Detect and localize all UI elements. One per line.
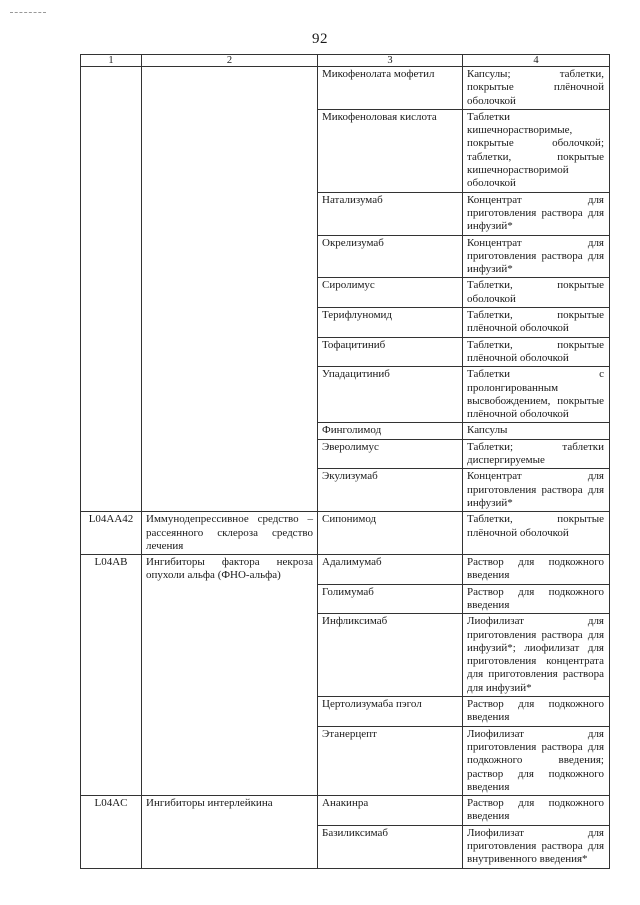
atc-code-cell: L04AA42	[81, 512, 142, 555]
drug-table	[80, 54, 610, 869]
table-row	[81, 512, 610, 555]
dosage-form-cell: Таблетки, покрытые оболочкой	[463, 278, 610, 308]
drug-name-cell: Цертолизумаба пэгол	[318, 697, 463, 727]
group-name-cell: Ингибиторы фактора некроза опухоли альфа (ФНО-альфа)	[142, 555, 318, 796]
dosage-form-cell: Лиофилизат для приготовления раствора для инфузий*; лиофилизат для приготовления концентрата для приготовления раствора для инфузий*	[463, 614, 610, 697]
dosage-form-cell: Раствор для подкожного введения	[463, 796, 610, 826]
dosage-form-cell: Таблетки, покрытые плёночной оболочкой	[463, 512, 610, 555]
drug-name-cell: Сиролимус	[318, 278, 463, 308]
drug-name-cell: Инфликсимаб	[318, 614, 463, 697]
drug-name-cell: Анакинра	[318, 796, 463, 826]
table-body	[81, 67, 610, 869]
table-row	[81, 67, 610, 110]
drug-name-cell: Микофеноловая кислота	[318, 109, 463, 192]
drug-name-cell: Базиликсимаб	[318, 825, 463, 868]
dosage-form-cell: Концентрат для приготовления раствора для инфузий*	[463, 469, 610, 512]
column-header-4: 4	[463, 55, 610, 67]
dosage-form-cell: Таблетки с пролонгированным высвобождением, покрытые плёночной оболочкой	[463, 367, 610, 423]
atc-code-cell	[81, 67, 142, 512]
group-name-cell	[142, 67, 318, 512]
drug-name-cell: Сипонимод	[318, 512, 463, 555]
group-name-cell: Ингибиторы интерлейкина	[142, 796, 318, 868]
scan-corner-mark	[10, 12, 46, 13]
atc-code-cell: L04AB	[81, 555, 142, 796]
dosage-form-cell: Таблетки; таблетки диспергируемые	[463, 439, 610, 469]
header-row	[81, 55, 610, 67]
drug-name-cell: Экулизумаб	[318, 469, 463, 512]
dosage-form-cell: Концентрат для приготовления раствора для инфузий*	[463, 235, 610, 278]
group-name-cell: Иммунодепрессивное средство – рассеянного склероза средство лечения	[142, 512, 318, 555]
column-header-2: 2	[142, 55, 318, 67]
dosage-form-cell: Раствор для подкожного введения	[463, 584, 610, 614]
drug-name-cell: Терифлуномид	[318, 308, 463, 338]
drug-name-cell: Эверолимус	[318, 439, 463, 469]
table-row	[81, 796, 610, 826]
drug-name-cell: Голимумаб	[318, 584, 463, 614]
dosage-form-cell: Раствор для подкожного введения	[463, 697, 610, 727]
dosage-form-cell: Таблетки, покрытые плёночной оболочкой	[463, 337, 610, 367]
table-row	[81, 555, 610, 585]
drug-name-cell: Упадацитиниб	[318, 367, 463, 423]
drug-name-cell: Окрелизумаб	[318, 235, 463, 278]
drug-name-cell: Натализумаб	[318, 192, 463, 235]
column-header-1: 1	[81, 55, 142, 67]
drug-name-cell: Тофацитиниб	[318, 337, 463, 367]
dosage-form-cell: Таблетки кишечнорастворимые, покрытые оболочкой; таблетки, покрытые кишечнорастворимой оболочкой	[463, 109, 610, 192]
drug-name-cell: Этанерцепт	[318, 726, 463, 795]
column-header-3: 3	[318, 55, 463, 67]
dosage-form-cell: Капсулы	[463, 423, 610, 439]
drug-name-cell: Микофенолата мофетил	[318, 67, 463, 110]
dosage-form-cell: Таблетки, покрытые плёночной оболочкой	[463, 308, 610, 338]
dosage-form-cell: Раствор для подкожного введения	[463, 555, 610, 585]
dosage-form-cell: Капсулы; таблетки, покрытые плёночной оболочкой	[463, 67, 610, 110]
drug-name-cell: Финголимод	[318, 423, 463, 439]
drug-name-cell: Адалимумаб	[318, 555, 463, 585]
dosage-form-cell: Лиофилизат для приготовления раствора для внутривенного введения*	[463, 825, 610, 868]
page-number: 92	[312, 31, 328, 47]
dosage-form-cell: Концентрат для приготовления раствора для инфузий*	[463, 192, 610, 235]
atc-code-cell: L04AC	[81, 796, 142, 868]
dosage-form-cell: Лиофилизат для приготовления раствора для подкожного введения; раствор для подкожного введения	[463, 726, 610, 795]
